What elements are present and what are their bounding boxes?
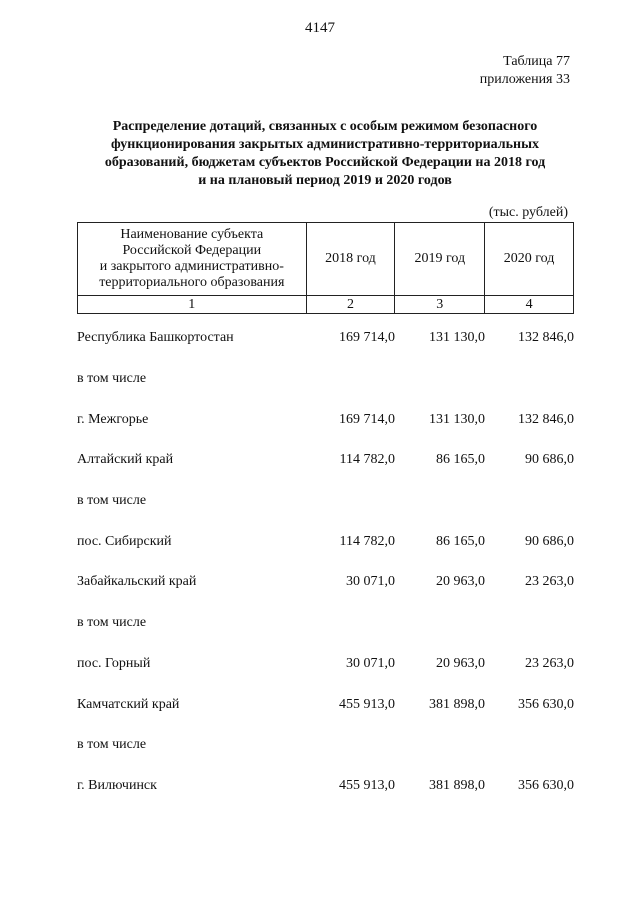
table-row xyxy=(77,521,574,562)
header-name-line: и закрытого административно- xyxy=(99,259,284,274)
title-line-1: Распределение дотаций, связанных с особым режимом безопасного xyxy=(112,119,538,134)
value-2018: 30 071,0 xyxy=(346,655,395,671)
table-row xyxy=(77,725,574,766)
table-row xyxy=(77,684,574,725)
value-2018: 114 782,0 xyxy=(339,452,395,468)
row-name: Республика Башкортостан xyxy=(77,330,234,346)
table-row xyxy=(77,603,574,644)
row-name: пос. Сибирский xyxy=(77,533,172,549)
header-2019: 2019 год xyxy=(395,223,485,296)
table-header xyxy=(77,222,574,314)
table-row xyxy=(77,644,574,685)
table-body xyxy=(77,318,574,806)
table-ref-line-1: Таблица 77 xyxy=(503,54,570,69)
row-name: в том числе xyxy=(77,371,147,387)
table-row xyxy=(77,440,574,481)
units-label: (тыс. рублей) xyxy=(488,205,568,220)
table-row xyxy=(77,481,574,522)
value-2018: 169 714,0 xyxy=(339,411,395,427)
value-2020: 132 846,0 xyxy=(518,330,574,346)
row-name: г. Межгорье xyxy=(77,411,149,427)
title-line-4: и на плановый период 2019 и 2020 годов xyxy=(198,173,452,188)
column-index: 4 xyxy=(485,296,574,314)
table-reference xyxy=(480,53,570,89)
document-title xyxy=(80,118,570,190)
value-2020: 132 846,0 xyxy=(518,411,574,427)
value-2020: 23 263,0 xyxy=(525,574,574,590)
page-number: 4147 xyxy=(305,20,335,36)
value-2019: 381 898,0 xyxy=(429,777,485,793)
header-name-line: Наименование субъекта xyxy=(120,227,264,242)
value-2019: 381 898,0 xyxy=(429,696,485,712)
value-2020: 90 686,0 xyxy=(525,452,574,468)
column-index: 3 xyxy=(395,296,485,314)
value-2018: 30 071,0 xyxy=(346,574,395,590)
row-name: в том числе xyxy=(77,737,147,753)
header-name-cell xyxy=(78,223,307,296)
column-index: 1 xyxy=(78,296,307,314)
title-line-3: образований, бюджетам субъектов Российской Федерации на 2018 год xyxy=(104,155,546,170)
value-2019: 131 130,0 xyxy=(429,330,485,346)
header-name-line: территориального образования xyxy=(99,275,285,290)
table-row xyxy=(77,359,574,400)
header-2020: 2020 год xyxy=(485,223,574,296)
value-2020: 356 630,0 xyxy=(518,696,574,712)
value-2018: 169 714,0 xyxy=(339,330,395,346)
header-2018: 2018 год xyxy=(306,223,395,296)
value-2019: 131 130,0 xyxy=(429,411,485,427)
value-2020: 356 630,0 xyxy=(518,777,574,793)
value-2018: 114 782,0 xyxy=(339,533,395,549)
column-index-row xyxy=(78,296,574,314)
row-name: в том числе xyxy=(77,493,147,509)
title-line-2: функционирования закрытых административно-территориальных xyxy=(110,137,540,152)
value-2020: 23 263,0 xyxy=(525,655,574,671)
header-name-line: Российской Федерации xyxy=(122,243,262,258)
row-name: пос. Горный xyxy=(77,655,151,671)
table-ref-line-2: приложения 33 xyxy=(479,72,570,87)
row-name: Забайкальский край xyxy=(77,574,197,590)
row-name: Камчатский край xyxy=(77,696,180,712)
table-row xyxy=(77,318,574,359)
column-index: 2 xyxy=(306,296,395,314)
value-2019: 20 963,0 xyxy=(436,574,485,590)
value-2019: 20 963,0 xyxy=(436,655,485,671)
row-name: Алтайский край xyxy=(77,452,174,468)
value-2018: 455 913,0 xyxy=(339,696,395,712)
value-2019: 86 165,0 xyxy=(436,452,485,468)
table-row xyxy=(77,562,574,603)
table-row xyxy=(77,399,574,440)
value-2018: 455 913,0 xyxy=(339,777,395,793)
value-2020: 90 686,0 xyxy=(525,533,574,549)
row-name: г. Вилючинск xyxy=(77,777,157,793)
row-name: в том числе xyxy=(77,615,147,631)
value-2019: 86 165,0 xyxy=(436,533,485,549)
table-row xyxy=(77,766,574,807)
